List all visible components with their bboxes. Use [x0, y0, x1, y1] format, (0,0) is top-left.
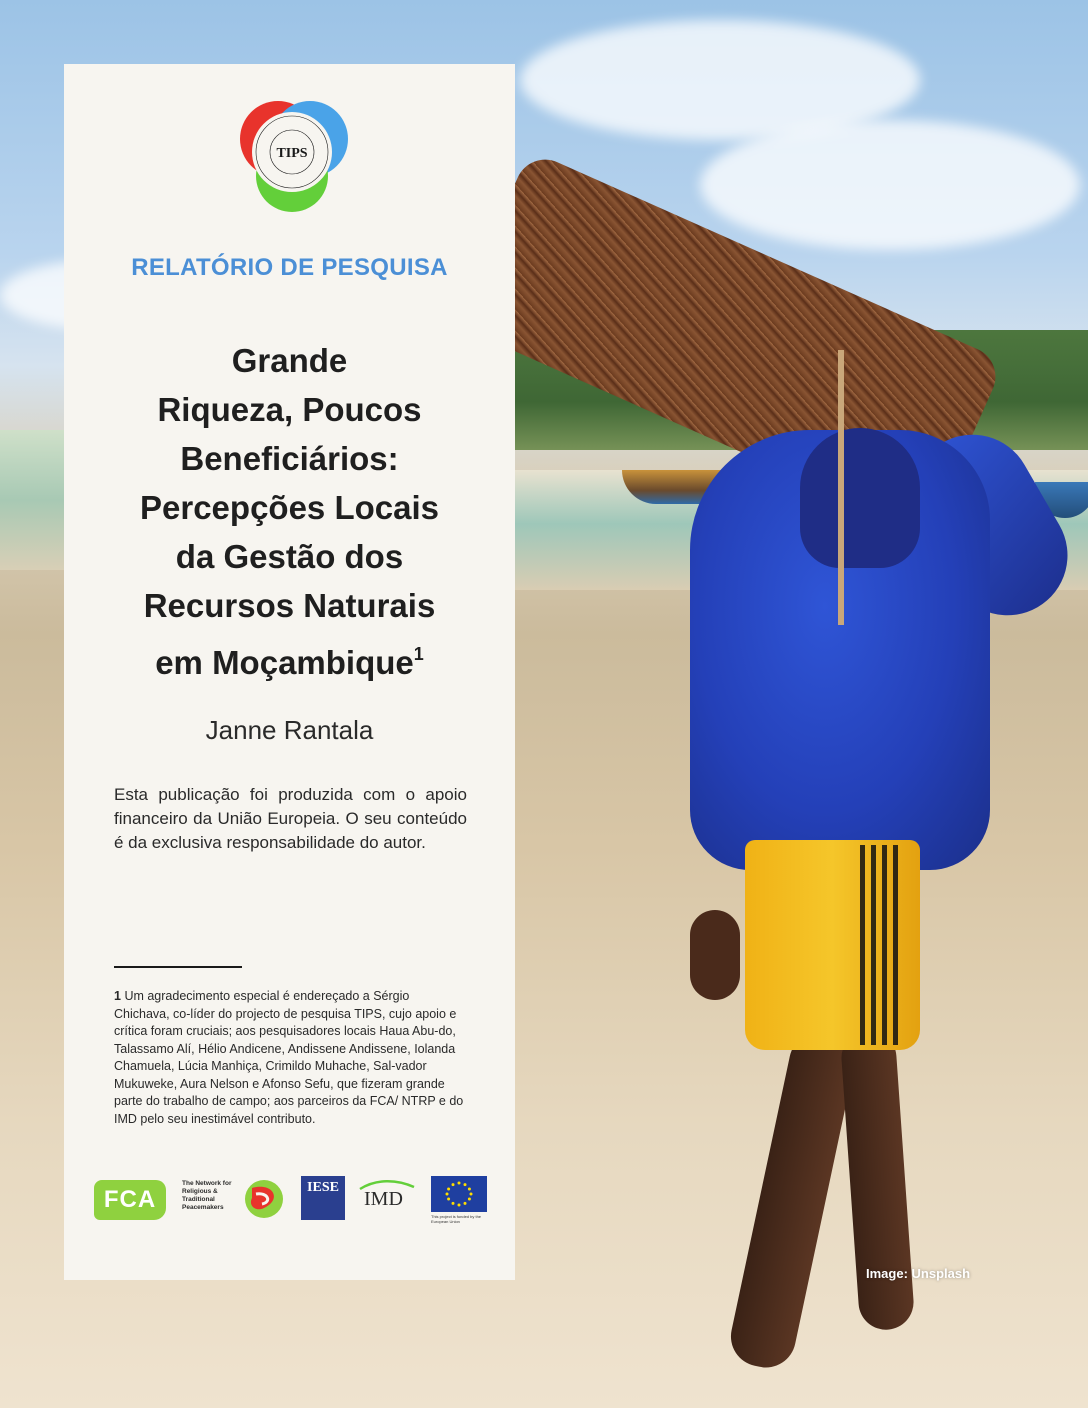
funding-note: Esta publicação foi produzida com o apoio financeiro da União Europeia. O seu conteúdo é da exclusiva responsabilidade do autor.: [114, 785, 467, 852]
ntrp-logo-text: The Network for Religious & Traditional Peacemakers: [182, 1180, 232, 1211]
title-line: Grande: [231, 342, 348, 379]
imd-logo-text: IMD: [364, 1188, 403, 1210]
ntrp-hands-icon: [234, 1178, 290, 1220]
photo-credit: Image: Unsplash: [866, 1266, 971, 1281]
eu-caption: This project is funded by the European Union: [431, 1214, 482, 1224]
hooded-head: [800, 428, 920, 568]
shorts-stripes: [860, 845, 900, 1045]
tips-logo-text: TIPS: [276, 146, 308, 161]
leg-right: [840, 1028, 916, 1331]
hand: [690, 910, 740, 1000]
footnote-number: 1: [114, 989, 121, 1003]
footnote-divider: [114, 966, 242, 968]
title-line: em Moçambique: [155, 644, 414, 681]
report-type: RELATÓRIO DE PESQUISA: [131, 254, 448, 281]
title-line: Percepções Locais: [140, 489, 439, 526]
footnote-marker: 1: [413, 644, 424, 664]
report-title: [104, 336, 475, 687]
tips-logo: [226, 94, 356, 214]
leg-left: [725, 1027, 859, 1373]
fca-logo: FCA: [94, 1180, 166, 1220]
imd-logo: [356, 1178, 418, 1220]
title-line: Recursos Naturais: [143, 587, 436, 624]
author-name: Janne Rantala: [205, 715, 374, 745]
title-line: Beneficiários:: [180, 440, 399, 477]
partner-logos: [94, 1174, 489, 1224]
cover-panel: [64, 64, 515, 1280]
title-line: da Gestão dos: [175, 538, 404, 575]
title-line: Riqueza, Poucos: [157, 391, 422, 428]
iese-logo-text: IESE: [307, 1180, 339, 1195]
iese-logo: [301, 1176, 345, 1220]
rope: [838, 350, 844, 625]
footnote-text: Um agradecimento especial é endereçado a Sérgio Chichava, co-líder do projecto de pesquisa TIPS, cujo apoio e crítica foram cruciais; aos pesquisadores locais Haua Abu-do, Talassamo Alí, Hélio Andicene, Andissene Andissene, Iolanda Chamuela, Lúcia Manhiça, Crimildo Muhache, Sal-vador Mukuweke, Aura Nelson e Afonso Sefu, que fizeram grande parte do trabalho de campo; aos parceiros da FCA/ NTRP e do IMD pelo seu inestimável contributo.: [114, 989, 464, 1126]
eu-flag-icon: [431, 1176, 487, 1212]
footnote: [114, 988, 467, 1128]
